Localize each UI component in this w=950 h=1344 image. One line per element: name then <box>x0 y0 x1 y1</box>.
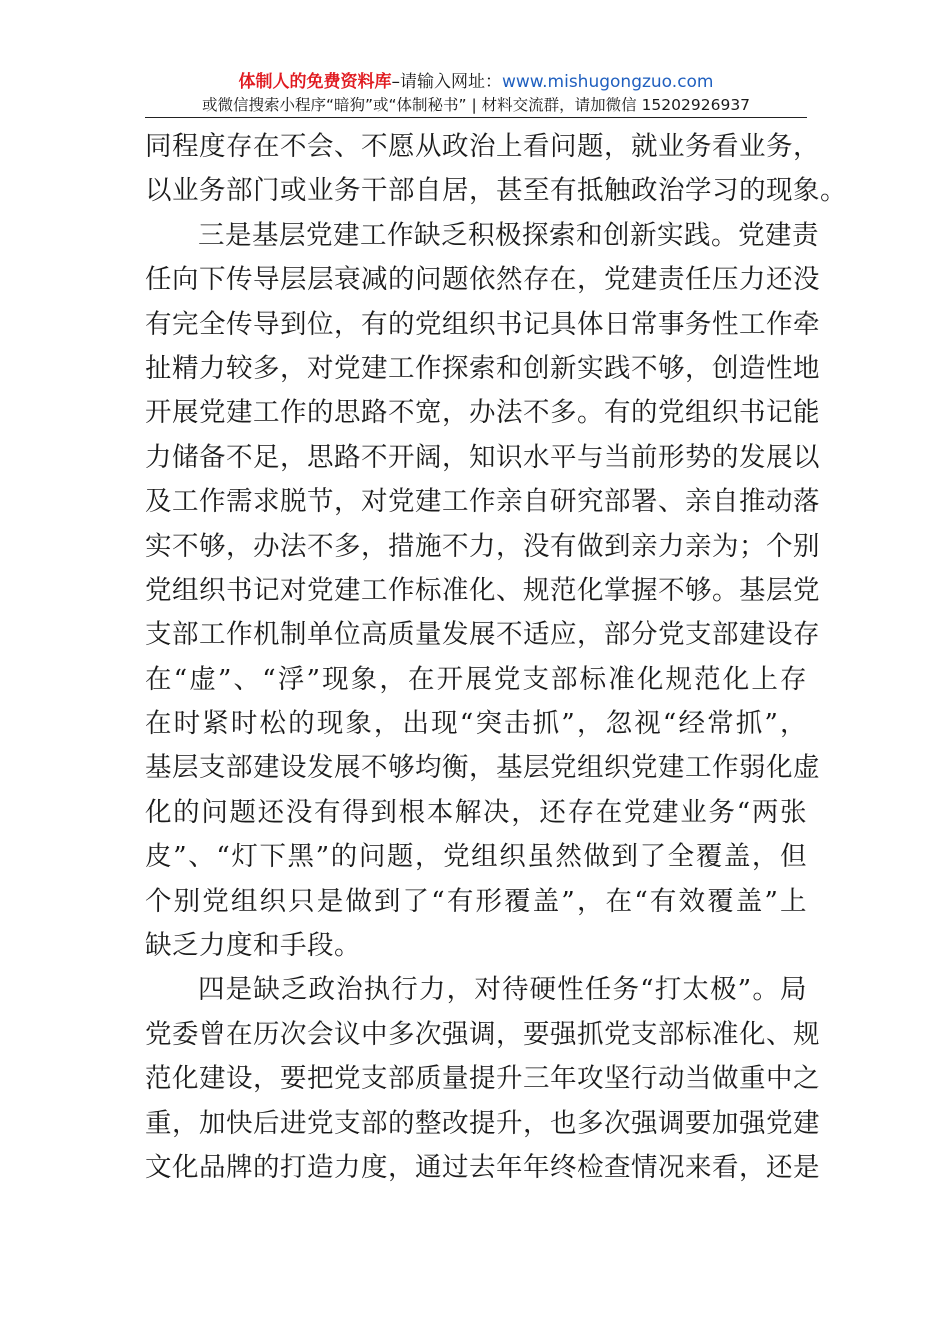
header-subline: 或微信搜索小程序“暗狗”或“体制秘书” | 材料交流群，请加微信 15202926937 <box>201 96 751 114</box>
body-line: 在“虚”、“浮”现象，在开展党支部标准化规范化上存 <box>145 663 807 695</box>
body-line: 党委曾在历次会议中多次强调，要强抓党支部标准化、规 <box>145 1018 820 1050</box>
paragraph-start-line: 四是缺乏政治执行力，对待硬性任务“打太极”。局 <box>198 974 807 1006</box>
url-prompt: –请输入网址： <box>391 72 502 92</box>
body-line: 开展党建工作的思路不宽，办法不多。有的党组织书记能 <box>145 397 820 429</box>
body-line: 同程度存在不会、不愿从政治上看问题，就业务看业务， <box>145 131 820 162</box>
body-line: 化的问题还没有得到根本解决，还存在党建业务“两张 <box>145 796 807 828</box>
body-line: 扯精力较多，对党建工作探索和创新实践不够，创造性地 <box>145 352 820 384</box>
body-line: 有完全传导到位，有的党组织书记具体日常事务性工作牵 <box>145 308 820 340</box>
body-line: 以业务部门或业务干部自居，甚至有抵触政治学习的现象。 <box>145 175 847 207</box>
body-line: 实不够，办法不多，措施不力，没有做到亲力亲为；个别 <box>145 530 820 562</box>
header-banner <box>145 70 807 94</box>
body-line: 皮”、“灯下黑”的问题，党组织虽然做到了全覆盖，但 <box>145 841 807 873</box>
paragraph-end-line: 缺乏力度和手段。 <box>145 930 361 962</box>
body-line: 力储备不足，思路不开阔，知识水平与当前形势的发展以 <box>145 441 820 473</box>
body-line: 范化建设，要把党支部质量提升三年攻坚行动当做重中之 <box>145 1063 820 1095</box>
body-line: 文化品牌的打造力度，通过去年年终检查情况来看，还是 <box>145 1151 820 1183</box>
body-line: 任向下传导层层衰减的问题依然存在，党建责任压力还没 <box>145 264 820 296</box>
body-line: 在时紧时松的现象，出现“突击抓”，忽视“经常抓”， <box>145 708 807 740</box>
website-url: www.mishugongzuo.com <box>501 72 714 92</box>
body-line: 党组织书记对党建工作标准化、规范化掌握不够。基层党 <box>145 574 820 606</box>
page-header <box>145 70 807 116</box>
header-divider <box>145 117 807 118</box>
body-line: 个别党组织只是做到了“有形覆盖”，在“有效覆盖”上 <box>145 885 807 917</box>
body-line: 支部工作机制单位高质量发展不适应，部分党支部建设存 <box>145 619 820 651</box>
paragraph-start-line: 三是基层党建工作缺乏积极探索和创新实践。党建责 <box>198 219 819 251</box>
body-line: 基层支部建设发展不够均衡，基层党组织党建工作弱化虚 <box>145 752 820 784</box>
brand-title: 体制人的免费资料库 <box>238 72 392 92</box>
document-body <box>145 125 847 1190</box>
body-line: 重，加快后进党支部的整改提升，也多次强调要加强党建 <box>145 1107 820 1139</box>
body-line: 及工作需求脱节，对党建工作亲自研究部署、亲自推动落 <box>145 486 820 518</box>
